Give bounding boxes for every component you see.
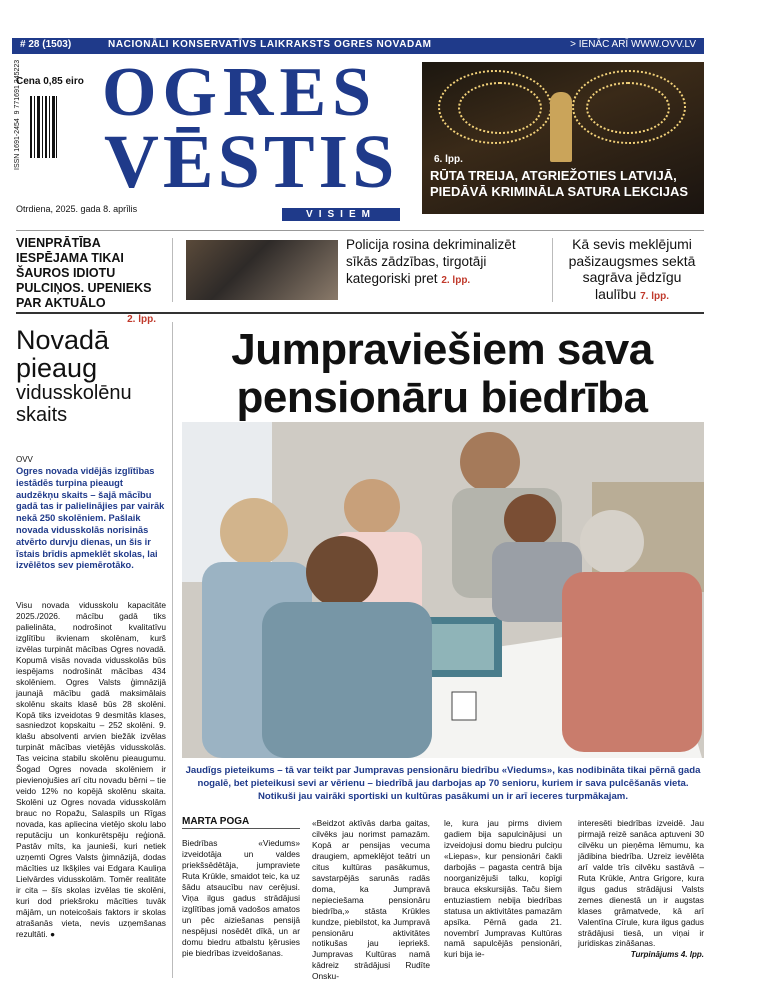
photo-caption: Jaudīgs pieteikums – tā var teikt par Jumpravas pensionāru biedrību «Viedums», kas nodibināta tikai pērnā gada nogalē, bet pieteikusi sevi ar vērienu – biedrībā jau darbojas ap 70 senioru, kuriem ir sava pulcēšanās vieta. Notikuši jau vairāki sportiski un kultūras pasākumi un ir arī ieceres turpmākajam.	[185, 765, 701, 802]
teaser-1-page: 2. lpp.	[127, 314, 156, 325]
teaser-3[interactable]	[562, 236, 702, 305]
author-byline: MARTA POGA	[182, 816, 300, 829]
hero-teaser[interactable]	[422, 62, 704, 214]
website-link[interactable]: > IENĀC ARĪ WWW.OVV.LV	[570, 39, 696, 50]
teaser-2[interactable]	[346, 236, 546, 289]
barcode-icon	[16, 96, 58, 170]
masthead-bar	[12, 38, 704, 54]
article-col-3: le, kura jau pirms diviem gadiem bija sapulcinājusi un izveidojusi domu biedru pulciņu «Liepas», kur pensionāri čakli darbojās – pagasta centrā bija noorganizējuši talku, kopīgi brauca ekskursijās. Taču šiem entuziastiem nebija biedrības statusa un aktivitātes pamazām apsīka. Pērnā gada 21. novembrī Jumpravas Kultūras namā sapulcējās pensionāri, kuri bija ie-	[444, 818, 562, 960]
divider	[552, 238, 553, 302]
continued-ref[interactable]: Turpinājums 4. lpp.	[630, 950, 704, 960]
side-headline: Novadā pieaug vidusskolēnu skaits	[16, 325, 132, 426]
divider	[16, 312, 704, 314]
divider	[16, 230, 704, 231]
teaser-2-page: 2. lpp.	[441, 275, 471, 286]
price: Cena 0,85 eiro	[16, 76, 84, 87]
issue-number: # 28 (1503)	[20, 39, 72, 50]
main-headline: Jumpraviešiem sava pensionāru biedrība	[231, 325, 653, 422]
issn: ISSN 1691-2454 9 771691 245223	[14, 59, 21, 170]
side-body: Visu novada vidusskolu kapacitāte 2025./2026. mācību gadā tiks palielināta, nodrošinot kvalitatīvu izglītību ikvienam skolēnam, kurš izvēlas turpināt mācības Ogres novadā. Kopumā visās novada vidusskolās būs iespējams nodrošināt mācības 434 skolēniem. Ogres Valsts ģimnāzijā jaunajā mācību gadā maksimālais skolēnu skaits klasē būs 28 skolēni. Kopā tiks izveidotas 9 desmitās klases, sasniedzot kopskaitu – 252 skolēni. 9. klašu absolventi arvien biežāk izvēlas turpināt mācības vietējās vidusskolās. Tas veicina stabilu skolēnu pieaugumu. Šogad Ogres novada skolēniem ir pievienojušies arī citu novadu bērni – tie veido 12% no kopējā skolēnu skaita. Skolēni uz Ogres novada vidusskolām brauc no Ropažu, Salaspils un Rīgas novada, kas apliecina vietējo skolu labo reputāciju un konkurētspēju reģionā. Pastāv mīts, ka jaunieši, kuri netiek uzņemti Ogres Valsts ģimnāzijā, dodas mācīties uz Ikšķiles vai Edgara Kauliņa Lielvārdes vidusskolām. Tomēr realitāte ir cita – šīs skolas izvēlas tie skolēni, kuri dod priekšroku mācīties tuvāk mājām, un noteicošais faktors ir skolas atrašanās vieta, nevis uzņemšanas rezultāti. ●	[16, 600, 166, 939]
masthead-slogan: NACIONĀLI KONSERVATĪVS LAIKRAKSTS OGRES NOVADAM	[108, 39, 432, 50]
teaser-1-text: VIENPRĀTĪBA IESPĒJAMA TIKAI ŠAUROS IDIOTU PULCIŅOS. UPENIEKS PAR AKTUĀLO	[16, 236, 152, 310]
hero-caption: RŪTA TREIJA, ATGRIEŽOTIES LATVIJĀ, PIEDĀVĀ KRIMINĀLA SATURA LEKCIJAS	[430, 168, 689, 199]
side-source: OVV	[16, 455, 33, 464]
teaser-3-text: Kā sevis meklējumi pašizaugsmes sektā sagrāva jēdzīgu laulību	[568, 236, 696, 302]
side-lead: Ogres novada vidējās izglītības iestādēs turpina pieaugt audzēkņu skaits – šajā mācību gadā tas ir palielinājies par vairāk nekā 250 skolēniem. Pašlaik novada vidusskolās norisinās atvērto durvju dienas, un šis ir īstais brīdis apmeklēt skolas, lai izvēlētos sev piemērotāko.	[16, 466, 165, 571]
logo-visiem: VISIEM	[282, 208, 400, 221]
main-photo	[182, 422, 704, 758]
teaser-2-text: Policija rosina dekriminalizēt sīkās zādzības, tirgotāji kategoriski pret	[346, 237, 516, 286]
person-figure	[550, 92, 572, 162]
divider	[172, 238, 173, 302]
logo-vestis: VĒSTIS	[104, 120, 399, 204]
teaser-3-page: 7. lpp.	[640, 290, 670, 302]
teaser-2-image	[186, 240, 338, 300]
article-col-1: Biedrības «Viedums» izveidotāja un valdes priekšsēdētāja, jumpraviete Ruta Krūkle, smaidot teic, ka uz šādu atsaucību nav cerējusi. Viņa ilgus gadus strādājusi izglītības jomā vadošos amatos un pēc aiziešanas pensijā nespējusi nosēdēt dīkā, un ar domu biedru atbalstu ķērusies pie biedrības izveidošanas.	[182, 838, 300, 958]
divider	[172, 322, 173, 978]
issue-date: Otrdiena, 2025. gada 8. aprīlis	[16, 204, 138, 214]
article-col-2: «Beidzot aktīvās darba gaitas, cilvēks jau norimst pamazām. Kopā ar pensijas vecuma draugiem, apmeklējot teātri un citus kultūras pasākumus, savstarpējās sarunās radās doma, ka Jumpravā nepieciešama pensionāru biedrība,» stāsta Krūkles kundze, piebilstot, ka Jumpravā pensionāru aktivitātes notikušas jau iepriekš. Jumpravas Kultūras namā kādreiz strādājusi Rudīte Onsku-	[312, 818, 430, 982]
hero-page-ref: 6. lpp.	[434, 154, 463, 165]
article-col-4: interesēti biedrības izveidē. Jau pirmajā reizē sanāca aptuveni 30 cilvēku un pieņēma lēmumu, ka jādibina biedrība. Uzreiz ievēlēta arī valde trīs cilvēku sastāvā – Ruta Krūkle, Antra Grigore, kura ilgus gadus strādājusi Valsts zemes dienestā un ir augstas klases grāmatvede, kā arī Valentīna Cīrule, kura ilgus gadus strādājusi tiesā, un viņai ir juridiskas zināšanas. Turpinājums 4. lpp.	[578, 818, 704, 960]
logo-ogres: OGRES	[102, 54, 378, 131]
